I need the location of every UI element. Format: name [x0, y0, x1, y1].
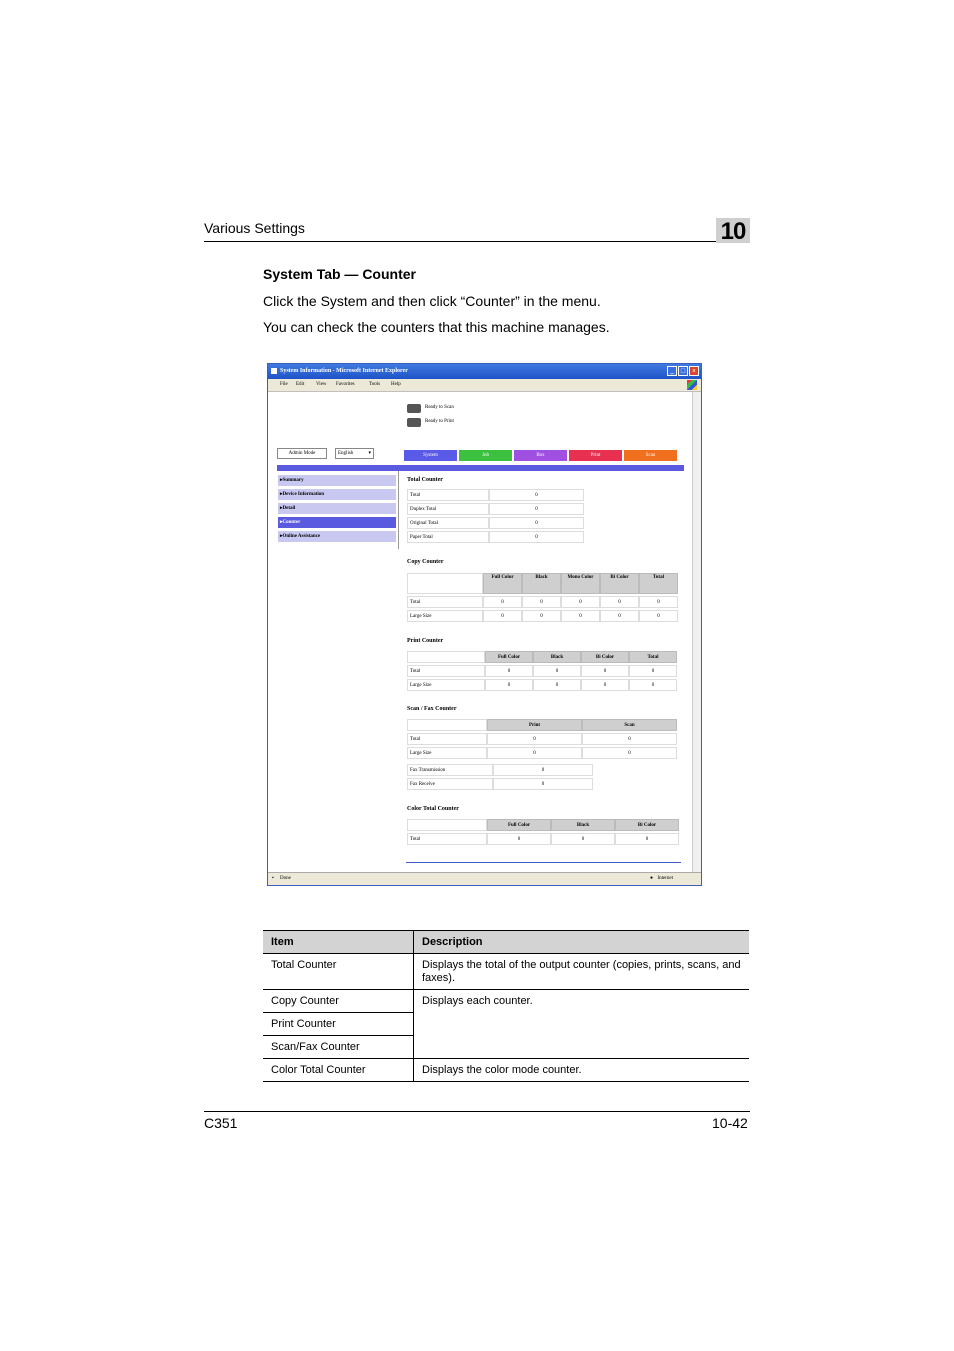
row-label: Original Total — [407, 517, 489, 529]
section-heading: System Tab — Counter — [263, 266, 416, 282]
counter-value: 0 — [489, 517, 584, 529]
counter-value: 0 — [600, 610, 639, 622]
counter-value: 0 — [615, 833, 679, 845]
table-header-row — [263, 931, 749, 954]
column-header: Bi Color — [581, 651, 629, 663]
counter-value: 0 — [487, 747, 582, 759]
counter-value: 0 — [581, 665, 629, 677]
column-header: Black — [533, 651, 581, 663]
counter-value: 0 — [533, 665, 581, 677]
counter-value: 0 — [487, 733, 582, 745]
counter-value: 0 — [483, 596, 522, 608]
menu-help[interactable]: Help — [391, 382, 401, 387]
color-total-counter-corner — [407, 819, 487, 831]
description-cell: Displays the color mode counter. — [414, 1059, 750, 1082]
scan-fax-counter-corner — [407, 719, 487, 731]
counter-value: 0 — [483, 610, 522, 622]
maximize-icon[interactable]: □ — [678, 366, 688, 376]
browser-screenshot — [267, 363, 702, 886]
dropdown-arrow-icon: ▾ — [368, 451, 371, 456]
row-label: Fax Transmission — [407, 764, 493, 776]
scan-status: Ready to Scan — [425, 405, 454, 410]
counter-value: 0 — [522, 610, 561, 622]
row-label: Large Size — [407, 610, 483, 622]
counter-value: 0 — [582, 747, 677, 759]
column-header: Full Color — [483, 573, 522, 594]
tab-scan[interactable]: Scan — [624, 450, 677, 461]
menu-favorites[interactable]: Favorites — [336, 382, 355, 387]
sidebar-item-device-information[interactable]: ▸Device Information — [278, 489, 396, 501]
page-icon: ▪ — [272, 876, 274, 881]
total-counter-title: Total Counter — [407, 477, 443, 483]
footer-model: C351 — [204, 1115, 238, 1131]
row-label: Total — [407, 489, 489, 501]
tab-print[interactable]: Print — [569, 450, 622, 461]
close-icon[interactable]: × — [689, 366, 699, 376]
counter-value: 0 — [485, 665, 533, 677]
language-value: English — [338, 451, 354, 456]
row-label: Total — [407, 733, 487, 745]
row-label: Total — [407, 665, 485, 677]
copy-counter-title: Copy Counter — [407, 559, 444, 565]
color-total-counter-title: Color Total Counter — [407, 806, 459, 812]
print-counter-corner — [407, 651, 485, 663]
counter-value: 0 — [485, 679, 533, 691]
menu-tools[interactable]: Tools — [369, 382, 381, 387]
column-header: Mono Color — [561, 573, 600, 594]
browser-statusbar — [268, 872, 701, 885]
column-header: Black — [551, 819, 615, 831]
row-label: Duplex Total — [407, 503, 489, 515]
counter-value: 0 — [551, 833, 615, 845]
footer-page-number: 10-42 — [712, 1115, 748, 1131]
column-header: Black — [522, 573, 561, 594]
description-paragraph: You can check the counters that this machine manages. — [263, 319, 610, 335]
instruction-paragraph: Click the System and then click “Counter” in the menu. — [263, 293, 601, 309]
counter-value: 0 — [582, 733, 677, 745]
ie-icon — [271, 368, 277, 374]
header-item: Item — [263, 931, 414, 954]
table-row — [263, 1059, 749, 1082]
counter-value: 0 — [581, 679, 629, 691]
counter-value: 0 — [487, 833, 551, 845]
footer-rule — [204, 1111, 750, 1112]
print-counter-title: Print Counter — [407, 638, 444, 644]
print-status: Ready to Print — [425, 419, 454, 424]
table-row — [263, 990, 749, 1013]
tab-box[interactable]: Box — [514, 450, 567, 461]
counter-value: 0 — [489, 503, 584, 515]
table-row — [263, 954, 749, 990]
counter-value: 0 — [489, 531, 584, 543]
row-label: Large Size — [407, 747, 487, 759]
column-header: Scan — [582, 719, 677, 731]
counter-value: 0 — [629, 665, 677, 677]
column-header: Full Color — [485, 651, 533, 663]
tab-underline-bar — [277, 465, 684, 471]
column-header: Bi Color — [615, 819, 679, 831]
counter-value: 0 — [639, 596, 678, 608]
counter-value: 0 — [493, 778, 593, 790]
admin-mode-button[interactable]: Admin Mode — [277, 448, 327, 459]
minimize-icon[interactable]: _ — [667, 366, 677, 376]
bottom-rule — [406, 862, 681, 863]
column-header: Full Color — [487, 819, 551, 831]
sidebar-divider — [398, 471, 399, 549]
counter-value: 0 — [561, 610, 600, 622]
window-titlebar — [268, 364, 701, 379]
status-zone: Internet — [657, 876, 673, 881]
printer-icon — [407, 418, 421, 427]
scanner-icon — [407, 404, 421, 413]
scan-fax-counter-title: Scan / Fax Counter — [407, 706, 457, 712]
item-description-table — [263, 930, 749, 1082]
column-header: Total — [639, 573, 678, 594]
counter-value: 0 — [522, 596, 561, 608]
language-select[interactable] — [335, 448, 374, 459]
globe-icon: ● — [649, 876, 653, 881]
column-header: Total — [629, 651, 677, 663]
description-cell: Displays each counter. — [414, 990, 750, 1059]
item-cell: Copy Counter — [263, 990, 414, 1013]
row-label: Large Size — [407, 679, 485, 691]
item-cell: Scan/Fax Counter — [263, 1036, 414, 1059]
sidebar-item-counter[interactable]: ▸Counter — [278, 517, 396, 529]
counter-value: 0 — [493, 764, 593, 776]
row-label: Fax Receive — [407, 778, 493, 790]
counter-value: 0 — [489, 489, 584, 501]
item-cell: Color Total Counter — [263, 1059, 414, 1082]
counter-value: 0 — [533, 679, 581, 691]
browser-menubar — [268, 379, 701, 392]
counter-value: 0 — [600, 596, 639, 608]
windows-flag-icon — [687, 380, 697, 390]
header-rule — [204, 241, 750, 242]
header-description: Description — [414, 931, 750, 954]
menu-view[interactable]: View — [316, 382, 327, 387]
counter-value: 0 — [629, 679, 677, 691]
item-cell: Print Counter — [263, 1013, 414, 1036]
running-header-title: Various Settings — [204, 220, 305, 236]
counter-value: 0 — [639, 610, 678, 622]
row-label: Total — [407, 596, 483, 608]
chapter-number-badge: 10 — [716, 218, 750, 243]
tab-job[interactable]: Job — [459, 450, 512, 461]
menu-edit[interactable]: Edit — [296, 382, 305, 387]
sidebar-item-summary[interactable]: ▸Summary — [278, 475, 396, 487]
menu-file[interactable]: File — [280, 382, 288, 387]
vertical-scrollbar[interactable] — [692, 392, 701, 873]
description-cell: Displays the total of the output counter (copies, prints, scans, and faxes). — [414, 954, 750, 990]
tab-system[interactable]: System — [404, 450, 457, 461]
row-label: Total — [407, 833, 487, 845]
copy-counter-corner — [407, 573, 483, 594]
sidebar-item-detail[interactable]: ▸Detail — [278, 503, 396, 515]
sidebar-item-online-assistance[interactable]: ▸Online Assistance — [278, 531, 396, 543]
column-header: Print — [487, 719, 582, 731]
counter-value: 0 — [561, 596, 600, 608]
row-label: Paper Total — [407, 531, 489, 543]
status-done: Done — [280, 876, 291, 881]
column-header: Bi Color — [600, 573, 639, 594]
item-cell: Total Counter — [263, 954, 414, 990]
window-title: System Information - Microsoft Internet Explorer — [280, 368, 408, 374]
